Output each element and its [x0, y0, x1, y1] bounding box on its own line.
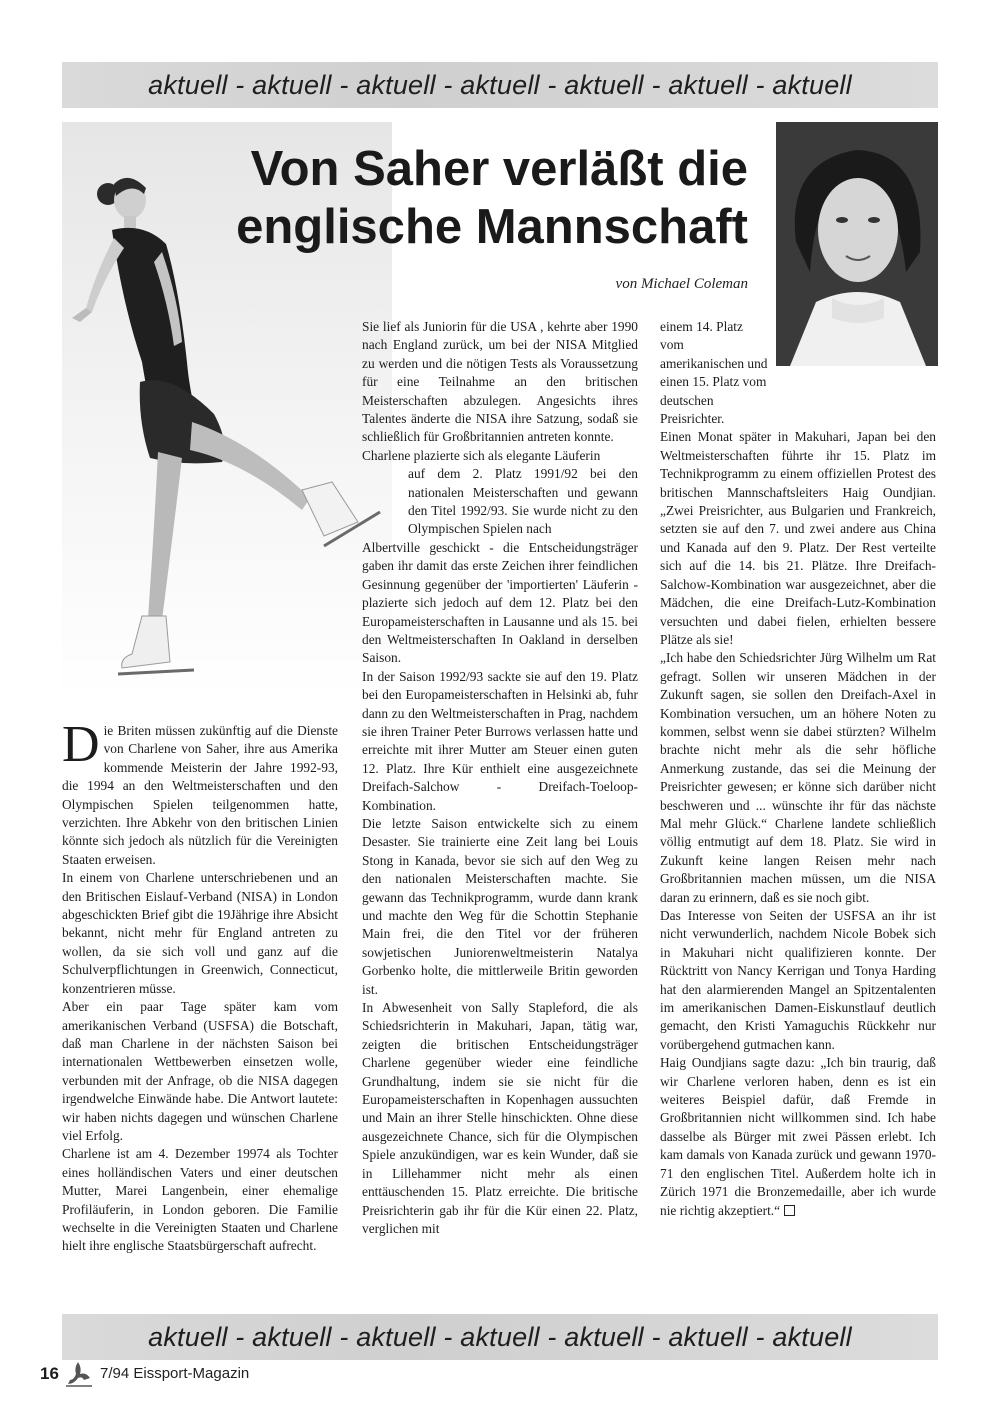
paragraph: In Abwesenheit von Sally Stapleford, die als Schiedsrichterin in Makuhari, Japan, tätig war, zeigten die britischen Entscheidungsträger Charlene gegenüber wieder eine feindliche Grundhaltung, indem sie sie nicht für die Europameisterschaften in Kopenhagen aussuchten und Main an ihrer Stelle hinschickten. Ohne diese ausgezeichnete Chance, sich für die Olympischen Spiele anzukündigen, war es kein Wunder, daß sie in Lillehammer nicht mehr als einen enttäuschenden 15. Platz erreichte. Die britische Preisrichterin gab ihr für die Kür einen 22. Platz, verglichen mit — [362, 1000, 638, 1236]
paragraph: auf dem 2. Platz 1991/92 bei den nationalen Meisterschaften und gewann den Titel 1992/93. Sie wurde nicht zu den Olympischen Spielen nach — [408, 466, 638, 537]
paragraph: Das Interesse von Seiten der USFSA an ihr ist nicht verwunderlich, nachdem Nicole Bobek sich in Makuhari nicht qualifizieren konnte. Der Rücktritt von Nancy Kerrigan und Tonya Harding hat den alarmierenden Mangel an Spitzentalenten im amerikanischen Damen-Eiskunstlauf deutlich gemacht, den Kristi Yamaguchis Rückkehr nur vorübergehend gutmachen kann. — [660, 908, 936, 1052]
paragraph: einem 14. Platz vom amerikanischen und einen 15. Platz vom deutschen Preisrichter. — [660, 319, 768, 427]
article-title-line1: Von Saher verläßt die — [250, 142, 748, 196]
article-title — [200, 140, 748, 256]
paragraph: Sie lief als Juniorin für die USA , kehrte aber 1990 nach England zurück, um bei der NISA Mitglied zu werden und die nötigen Tests als Voraussetzung für eine Teilnahme an den britischen Meisterschaften abzulegen. Angesichts ihres Talentes änderte die NISA ihre Satzung, sodaß sie schließlich für Großbritannien antreten konnte. — [362, 319, 638, 445]
paragraph: „Ich habe den Schiedsrichter Jürg Wilhelm um Rat gefragt. Sollen wir unseren Mädchen in der Zukunft sagen, sie sollen den Dreifach-Axel in Kombination versuchen, um an höhere Noten zu kommen, selbst wenn sie dabei stürzten? Wilhelm brachte nicht mehr als die sehr höfliche Anmerkung zustande, das sei die Meinung der Preisrichter gewesen; er könne sich darüber nicht beschweren und ... wünschte ihr für das nächste Mal mehr Glück.“ Charlene landete schließlich völlig entmutigt auf dem 18. Platz. Sie wird in Zukunft keine langen Reisen mehr nach Großbritannien machen müssen, um die NISA daran zu erinnern, daß es sie noch gibt. — [660, 650, 936, 905]
article-byline: von Michael Coleman — [615, 276, 748, 292]
column-3 — [660, 318, 936, 1220]
paragraph — [660, 1054, 936, 1220]
paragraph-text: Haig Oundjians sagte dazu: „Ich bin traurig, daß wir Charlene verloren haben, denn es ist ein weiteres Beispiel dafür, daß Fremde in Großbritannien nicht willkommen sind. Ich habe dasselbe als Bürger mit zwei Pässen erlebt. Ich kam damals von Kanada zurück und gewann 1970-71 den englischen Titel. Außerdem holte ich in Zürich 1971 die Bronzemedaille, aber ich wurde nie richtig akzeptiert.“ — [660, 1055, 936, 1218]
magazine-name: 7/94 Eissport-Magazin — [100, 1365, 250, 1382]
paragraph: Aber ein paar Tage später kam vom amerikanischen Verband (USFSA) die Botschaft, daß man Charlene in der nächsten Saison bei internationalen Wettbewerben einsetzen wolle, verbunden mit der Anfrage, ob die NISA dagegen irgendwelche Einwände habe. Die Antwort lautete: wir haben nichts dagegen und wünschen Charlene viel Erfolg. — [62, 999, 338, 1143]
bottom-banner-text: aktuell - aktuell - aktuell - aktuell - aktuell - aktuell - aktuell — [148, 1322, 852, 1352]
top-banner — [62, 62, 938, 108]
paragraph — [62, 716, 338, 869]
paragraph: Albertville geschickt - die Entscheidungsträger gaben ihr damit das erste Zeichen ihrer feindlichen Gesinnung gegenüber der 'importierten' Läuferin - plazierte sich jedoch auf dem 12. Platz bei den Europameisterschaften in Lausanne und als 15. bei den Weltmeisterschaften In Oakland in derselben Saison. — [362, 539, 638, 666]
end-mark-icon — [784, 1205, 795, 1216]
paragraph: Einen Monat später in Makuhari, Japan bei den Weltmeisterschaften führte ihr 15. Platz im Technikprogramm zu einem offiziellen Protest des britischen Mannschaftsleiters Haig Oundjian. „Zwei Preisrichter, aus Bulgarien und Frankreich, setzten sie auf den 7. und zwei andere aus China und Kanada auf den 9. Platz. Der Rest verteilte sich auf die 14. bis 21. Plätze. Ihre Dreifach-Salchow-Kombination war ausgezeichnet, aber die Mädchen, die eine Dreifach-Lutz-Kombination versuchten und dabei fielen, erhielten bessere Plätze als sie! — [660, 429, 936, 647]
bottom-banner — [62, 1314, 938, 1360]
paragraph: Charlene plazierte sich als elegante Läuferin — [362, 447, 601, 463]
column-1 — [62, 716, 338, 1256]
paragraph: In einem von Charlene unterschriebenen und an den Britischen Eislauf-Verband (NISA) in London abgeschickten Brief gibt die 19Jährige ihre Absicht bekannt, nicht mehr für England antreten zu wollen, da sie sich voll und ganz auf die Schulverpflichtungen in Greenwich, Connecticut, konzentrieren müsse. — [62, 870, 338, 996]
skater-logo-icon — [64, 1360, 94, 1388]
paragraph: Die letzte Saison entwickelte sich zu einem Desaster. Sie trainierte eine Zeit lang bei Louis Stong in Kanada, bevor sie sich auf den Weg zu den nationalen Meisterschaften machte. Sie gewann das Technikprogramm, wurde dann krank und machte den Weg für die Schottin Stephanie Main frei, die den Titel vor der früheren sowjetischen Juniorenweltmeisterin Natalya Gorbenko holte, die mittlerweile Britin geworden ist. — [362, 815, 638, 997]
paragraph-text: ie Briten müssen zukünftig auf die Dienste von Charlene von Saher, ihre aus Amerika kommende Meisterin der Jahre 1992-93, die 1994 an den Weltmeisterschaften und den Olympischen Spielen teilgenommen hatte, verzichten. Ihre Abkehr von den britischen Linien könnte sich jedoch als nützlich für die Vereinigten Staaten erweisen. — [62, 723, 338, 867]
drop-cap: D — [62, 716, 100, 773]
paragraph: In der Saison 1992/93 sackte sie auf den 19. Platz bei den Europameisterschaften in Helsinki ab, fuhr dann zu den Weltmeisterschaften in Prag, nachdem sie ihren Trainer Peter Burrows verlassen hatte und erreichte mit ihrer Mutter am Steuer einen guten 12. Platz. Ihre Kür enthielt eine ausgezeichnete Dreifach-Salchow - Dreifach-Toeloop-Kombination. — [362, 668, 638, 813]
page-number: 16 — [40, 1364, 59, 1383]
top-banner-text: aktuell - aktuell - aktuell - aktuell - aktuell - aktuell - aktuell — [148, 70, 852, 100]
column-2 — [362, 318, 638, 1238]
paragraph: Charlene ist am 4. Dezember 19974 als Tochter eines holländischen Vaters und einer deutschen Mutter, Marei Langenbein, einer ehemalige Profiläuferin, in London geboren. Die Familie wechselte in die Vereinigten Staaten und Charlene hielt ihre englische Staatsbürgerschaft aufrecht. — [62, 1146, 338, 1254]
article-title-line2: englische Mannschaft — [236, 200, 748, 254]
